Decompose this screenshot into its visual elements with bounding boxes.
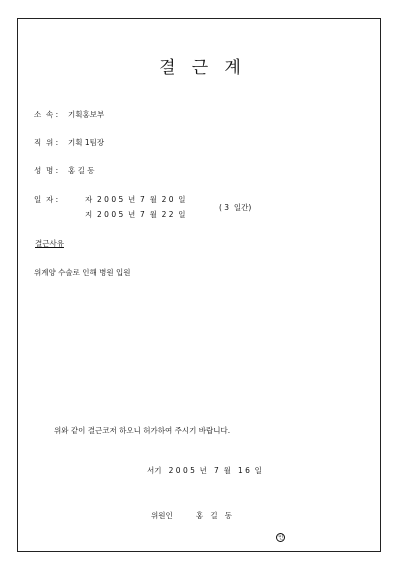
request-statement: 위와 같이 결근코저 하오니 허가하여 주시기 바랍니다. bbox=[54, 426, 231, 435]
duration-text: ( 3 일간) bbox=[219, 203, 252, 212]
department-label: 소 속 : bbox=[34, 110, 59, 119]
reason-text: 위계양 수술로 인해 병원 입원 bbox=[34, 268, 131, 277]
position-value: 기획 1팀장 bbox=[68, 138, 105, 147]
seal-icon: 인 bbox=[278, 535, 284, 541]
submission-date: 서기 2 0 0 5 년 7 월 1 6 일 bbox=[147, 466, 262, 475]
date-to: 지 2 0 0 5 년 7 월 2 2 일 bbox=[85, 210, 186, 219]
name-value: 홍 길 동 bbox=[68, 166, 95, 175]
reason-heading: 결근사유 bbox=[35, 239, 64, 248]
date-from: 자 2 0 0 5 년 7 월 2 0 일 bbox=[85, 195, 186, 204]
department-value: 기획홍보부 bbox=[68, 110, 105, 119]
applicant-name: 홍 길 동 bbox=[196, 511, 233, 520]
document-title: 결 근 계 bbox=[159, 58, 241, 78]
seal-mark bbox=[256, 508, 285, 565]
applicant-label: 위원인 bbox=[151, 511, 173, 520]
name-label: 성 명 : bbox=[34, 166, 59, 175]
position-label: 직 위 : bbox=[34, 138, 59, 147]
date-label: 일 자 : bbox=[34, 195, 59, 204]
leave-request-form bbox=[17, 18, 381, 552]
